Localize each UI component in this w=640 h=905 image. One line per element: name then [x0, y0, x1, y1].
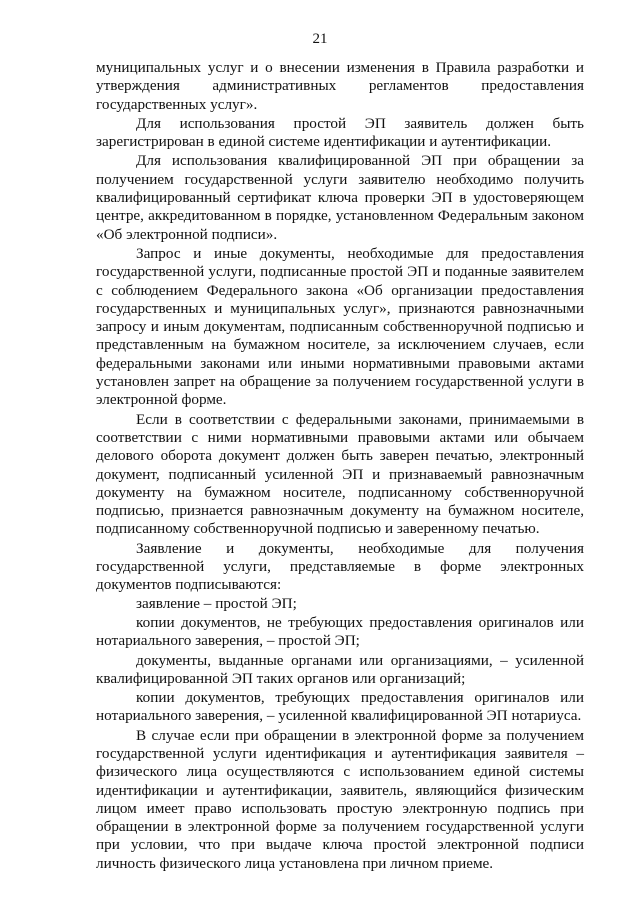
page-number: 21 — [312, 31, 328, 47]
list-item-issued-documents: документы, выданные органами или организациями, – усиленной квалифицированной ЭП таких органов или организаций; — [96, 651, 584, 687]
paragraph-continuation: муниципальных услуг и о внесении изменения в Правила разработки и утверждения административных регламентов предоставления государственных услуг». — [96, 59, 584, 113]
list-item-application: заявление – простой ЭП; — [136, 594, 297, 612]
paragraph-seal-requirement: Если в соответствии с федеральными законами, принимаемыми в соответствии с ними нормативными правовыми актами или обычаем делового оборота документ должен быть заверен печатью, электронный документ, подписанный усиленной ЭП и признаваемый равнозначным документу на бумажном носителе, подписанному собственноручной подписью, признается равнозначным документу на бумажном носителе, подписанному собственноручной подписью и заверенному печатью. — [96, 410, 584, 538]
document-body — [96, 59, 584, 873]
paragraph-qualified-signature-certificate: Для использования квалифицированной ЭП при обращении за получением государственной услуги заявителю необходимо получить квалифицированный сертификат ключа проверки ЭП в удостоверяющем центре, аккредитованном в порядке, установленном Федеральным законом «Об электронной подписи». — [96, 152, 584, 243]
paragraph-equivalence-of-documents: Запрос и иные документы, необходимые для предоставления государственной услуги, подписанные простой ЭП и поданные заявителем с соблюдением Федерального закона «Об организации предоставления государственных и муниципальных услуг», признаются равнозначными запросу и иным документам, подписанным собственноручной подписью и представленным на бумажном носителе, за исключением случаев, если федеральными законами или иными нормативными правовыми актами установлен запрет на обращение за получением государственной услуги в электронной форме. — [96, 244, 584, 409]
paragraph-identification-authentication: В случае если при обращении в электронной форме за получением государственной услуги идентификация и аутентификация заявителя – физического лица осуществляются с использованием единой системы идентификации и аутентификации, заявитель, являющийся физическим лицом имеет право использовать простую электронную подпись при обращении в электронной форме за получением государственной услуги при условии, что при выдаче ключа простой электронной подписи личность физического лица установлена при личном приеме. — [96, 726, 584, 872]
list-item-copies-with-originals: копии документов, требующих предоставления оригиналов или нотариального заверения, – усиленной квалифицированной ЭП нотариуса. — [96, 689, 584, 725]
paragraph-signing-rules-intro: Заявление и документы, необходимые для получения государственной услуги, представляемые в форме электронных документов подписываются: — [96, 539, 584, 594]
paragraph-simple-signature-registration: Для использования простой ЭП заявитель должен быть зарегистрирован в единой системе идентификации и аутентификации. — [96, 114, 584, 151]
list-item-copies-without-originals: копии документов, не требующих предоставления оригиналов или нотариального заверения, – простой ЭП; — [96, 613, 584, 650]
